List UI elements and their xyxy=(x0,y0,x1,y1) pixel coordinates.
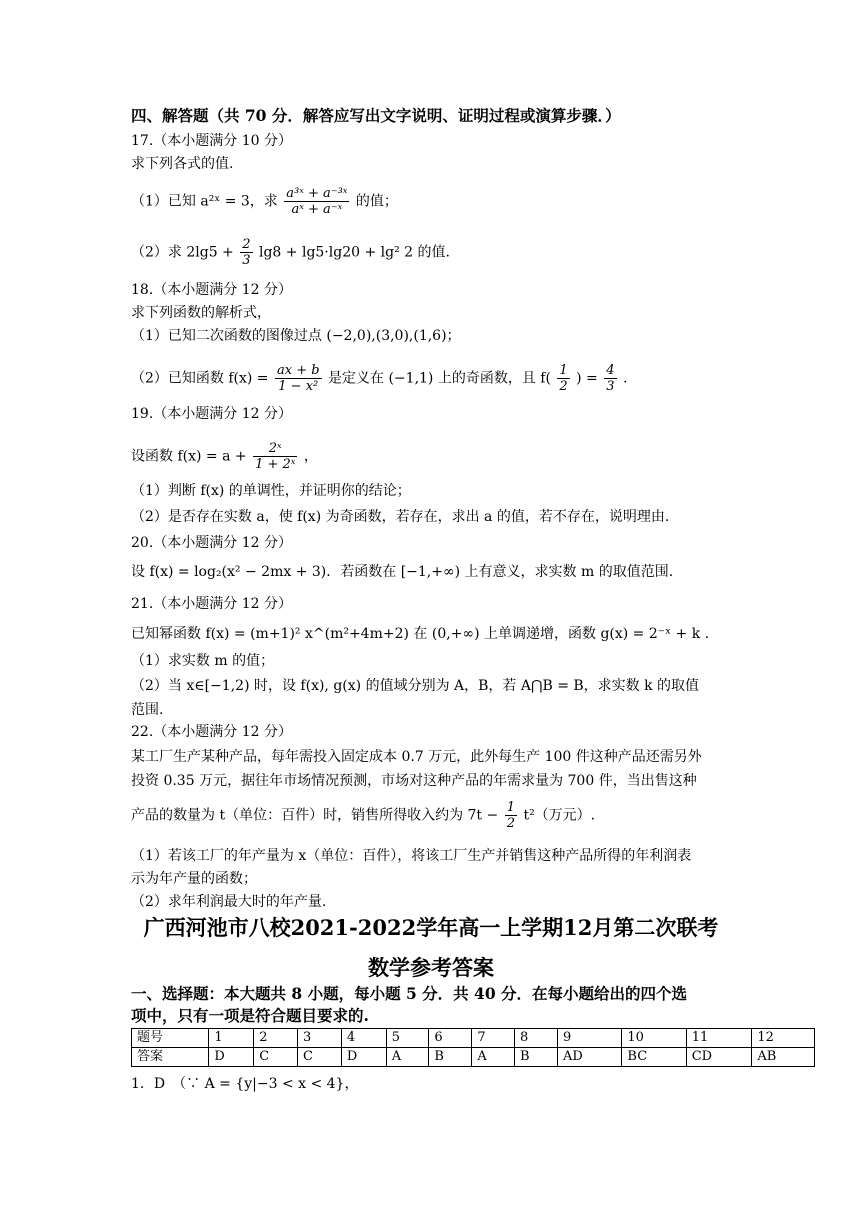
section-heading-answers: 四、解答题（共 70 分．解答应写出文字说明、证明过程或演算步骤．） xyxy=(131,106,621,125)
q19-header: 19.（本小题满分 12 分） xyxy=(131,406,292,422)
table-cell: B xyxy=(429,1048,472,1067)
q22-line3 xyxy=(131,800,595,831)
q18-part2-text-a: （2）已知函数 f(x) = xyxy=(131,370,269,387)
table-cell: 4 xyxy=(341,1029,386,1048)
q18-part2-value-den: 3 xyxy=(606,379,615,394)
q22-line2: 投资 0.35 万元，据往年市场情况预测，市场对这种产品的年需求量为 700 件，当出售这种 xyxy=(131,773,697,789)
q18-part2-numerator: ax + b xyxy=(277,363,320,378)
table-cell: AD xyxy=(557,1048,621,1067)
q19-def-text-b: ， xyxy=(303,448,318,465)
q21-part1: （1）求实数 m 的值； xyxy=(131,653,275,669)
q19-def-fraction xyxy=(253,441,297,472)
q17-part2-fraction xyxy=(240,237,252,268)
q18-part2-text-b: 是定义在 (−1,1) 上的奇函数，且 f( xyxy=(328,370,551,387)
q17-part1-text-a: （1）已知 a²ˣ = 3，求 xyxy=(131,193,278,210)
table-row xyxy=(132,1048,815,1067)
table-cell: C xyxy=(298,1048,342,1067)
first-solution: 1．D （∵ A = {y|−3 < x < 4}， xyxy=(131,1076,359,1092)
q17-intro: 求下列各式的值. xyxy=(131,156,234,172)
q22-line3-text-b: t²（万元）. xyxy=(523,807,596,824)
table-cell: A xyxy=(472,1048,515,1067)
table-cell: 1 xyxy=(209,1029,254,1048)
table-cell: 3 xyxy=(298,1029,342,1048)
q17-part2-text-b: lg8 + lg5·lg20 + lg² 2 的值. xyxy=(258,244,450,261)
q22-part1-line2: 示为年产量的函数； xyxy=(131,871,257,887)
q18-part2-half-num: 1 xyxy=(559,363,568,378)
table-cell: 9 xyxy=(557,1029,621,1048)
answers-subtitle: 数学参考答案 xyxy=(368,955,494,980)
q18-part2-value xyxy=(604,363,616,394)
q18-part2-text-c: ) = xyxy=(576,370,598,387)
table-cell: 7 xyxy=(472,1029,515,1048)
q18-part2-fraction xyxy=(275,363,322,394)
q22-header: 22.（本小题满分 12 分） xyxy=(131,724,292,740)
table-cell: BC xyxy=(622,1048,686,1067)
answers-section1-line2: 项中，只有一项是符合题目要求的. xyxy=(131,1006,369,1025)
q18-intro: 求下列函数的解析式， xyxy=(131,305,271,321)
q17-part2-text-a: （2）求 2lg5 + xyxy=(131,244,234,261)
q19-part1: （1）判断 f(x) 的单调性，并证明你的结论； xyxy=(131,483,411,499)
q18-part2-text-d: . xyxy=(622,370,628,387)
table-cell: 6 xyxy=(429,1029,472,1048)
q17-part1 xyxy=(131,186,398,217)
table-cell: B xyxy=(514,1048,557,1067)
table-cell: C xyxy=(254,1048,298,1067)
q21-part2-line1: （2）当 x∈[−1,2) 时，设 f(x), g(x) 的值域分别为 A，B，若 A⋂B = B，求实数 k 的取值 xyxy=(131,678,700,694)
q18-part2 xyxy=(131,363,627,394)
q18-header: 18.（本小题满分 12 分） xyxy=(131,282,292,298)
q18-part2-value-num: 4 xyxy=(606,363,615,378)
q17-part2-denominator: 3 xyxy=(242,253,251,268)
q17-header: 17.（本小题满分 10 分） xyxy=(131,133,292,149)
q20-body: 设 f(x) = log₂(x² − 2mx + 3)．若函数在 [−1,+∞) 上有意义，求实数 m 的取值范围. xyxy=(131,564,674,580)
q21-header: 21.（本小题满分 12 分） xyxy=(131,596,292,612)
answers-section1-line1: 一、选择题：本大题共 8 小题，每小题 5 分．共 40 分．在每小题给出的四个选 xyxy=(131,984,688,1003)
q22-line3-fraction xyxy=(505,800,517,831)
table-cell: AB xyxy=(752,1048,815,1067)
q17-part1-denominator: aˣ + a⁻ˣ xyxy=(291,202,343,217)
q21-body: 已知幂函数 f(x) = (m+1)² x^(m²+4m+2) 在 (0,+∞) 上单调递增，函数 g(x) = 2⁻ˣ + k . xyxy=(131,626,710,642)
q19-def-denominator: 1 + 2ˣ xyxy=(255,457,296,472)
table-cell: 8 xyxy=(514,1029,557,1048)
answers-title: 广西河池市八校2021-2022学年高一上学期12月第二次联考 xyxy=(143,915,719,940)
q17-part1-text-b: 的值； xyxy=(355,193,398,210)
table-cell: D xyxy=(341,1048,386,1067)
answer-key-table xyxy=(131,1028,815,1067)
table-row xyxy=(132,1029,815,1048)
q22-line3-denominator: 2 xyxy=(506,816,515,831)
q22-line3-numerator: 1 xyxy=(506,800,515,815)
table-cell: 2 xyxy=(254,1029,298,1048)
table-cell: 11 xyxy=(686,1029,752,1048)
q18-part2-half xyxy=(557,363,569,394)
q19-part2: （2）是否存在实数 a，使 f(x) 为奇函数，若存在，求出 a 的值，若不存在，说明理由. xyxy=(131,509,670,525)
q17-part2-numerator: 2 xyxy=(242,237,251,252)
q22-part1-line1: （1）若该工厂的年产量为 x（单位：百件），将该工厂生产并销售这种产品所得的年利润表 xyxy=(131,848,692,864)
table-cell: 12 xyxy=(752,1029,815,1048)
q22-part2: （2）求年利润最大时的年产量. xyxy=(131,894,327,910)
table-cell: 答案 xyxy=(132,1048,209,1067)
q22-line3-text-a: 产品的数量为 t（单位：百件）时，销售所得收入约为 7t − xyxy=(131,807,499,824)
table-cell: 10 xyxy=(622,1029,686,1048)
q19-definition xyxy=(131,441,318,472)
table-cell: A xyxy=(386,1048,429,1067)
q19-def-numerator: 2ˣ xyxy=(253,441,297,457)
q17-part1-fraction xyxy=(284,186,349,217)
table-cell: CD xyxy=(686,1048,752,1067)
q17-part1-numerator: a³ˣ + a⁻³ˣ xyxy=(286,186,348,201)
q17-part2 xyxy=(131,237,450,268)
table-cell: 5 xyxy=(386,1029,429,1048)
q22-line1: 某工厂生产某种产品，每年需投入固定成本 0.7 万元，此外每生产 100 件这种产品还需另外 xyxy=(131,749,702,765)
q18-part2-half-den: 2 xyxy=(559,379,568,394)
q18-part1: （1）已知二次函数的图像过点 (−2,0),(3,0),(1,6)； xyxy=(131,328,461,344)
q21-part2-line2: 范围. xyxy=(131,702,164,718)
table-cell: 题号 xyxy=(132,1029,209,1048)
table-cell: D xyxy=(209,1048,254,1067)
q20-header: 20.（本小题满分 12 分） xyxy=(131,535,292,551)
q19-def-text-a: 设函数 f(x) = a + xyxy=(131,448,247,465)
q18-part2-denominator: 1 − x² xyxy=(278,379,319,394)
